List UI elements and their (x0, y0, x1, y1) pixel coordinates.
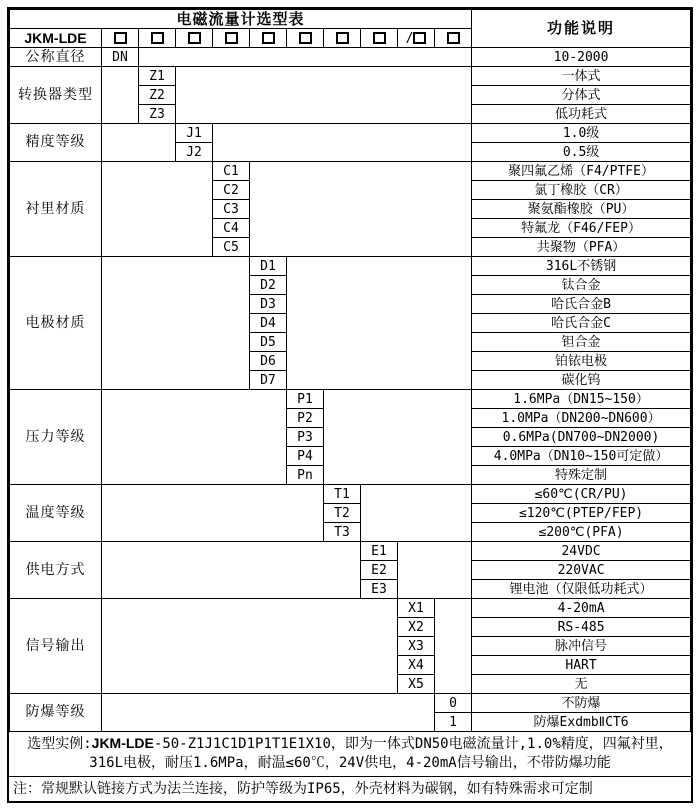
desc-cell-C1: 聚四氟乙烯（F4/PTFE） (472, 162, 691, 181)
code-cell-C2: C2 (213, 181, 250, 200)
code-cell-P1: P1 (287, 390, 324, 409)
checkbox-icon (262, 32, 275, 44)
checkbox-icon (373, 32, 386, 44)
spacer-cell (398, 542, 472, 599)
category-diameter: 公称直径 (10, 48, 102, 67)
category-accuracy-class: 精度等级 (10, 124, 102, 162)
desc-cell-T3: ≤200℃(PFA) (472, 523, 691, 542)
code-cell-D6: D6 (250, 352, 287, 371)
desc-cell-X4: HART (472, 656, 691, 675)
category-explosion-proof: 防爆等级 (10, 694, 102, 732)
spacer-cell (102, 162, 213, 257)
desc-cell-E3: 锂电池（仅限低功耗式） (472, 580, 691, 599)
desc-cell-T2: ≤120℃(PTEP/FEP) (472, 504, 691, 523)
code-cell-1: 1 (435, 713, 472, 732)
selection-example (9, 732, 691, 776)
desc-cell-T1: ≤60℃(CR/PU) (472, 485, 691, 504)
code-cell-X2: X2 (398, 618, 435, 637)
code-cell-D1: D1 (250, 257, 287, 276)
footnote: 注：常规默认链接方式为法兰连接，防护等级为IP65，外壳材料为碳钢，如有特殊需求可定制 (9, 776, 691, 801)
spacer-cell (250, 162, 472, 257)
desc-cell-Z2: 分体式 (472, 86, 691, 105)
code-cell-C4: C4 (213, 219, 250, 238)
category-pressure-class: 压力等级 (10, 390, 102, 485)
category-temperature-class: 温度等级 (10, 485, 102, 542)
desc-cell-D7: 碳化钨 (472, 371, 691, 390)
category-electrode-material: 电极材质 (10, 257, 102, 390)
code-cell-D4: D4 (250, 314, 287, 333)
spacer-cell (102, 694, 435, 732)
spacer-cell (102, 599, 398, 694)
code-cell-C3: C3 (213, 200, 250, 219)
model-digit-cell-4 (213, 29, 250, 48)
desc-cell-E2: 220VAC (472, 561, 691, 580)
spacer-cell (102, 390, 287, 485)
spacer-cell (102, 542, 361, 599)
code-cell-Z1: Z1 (139, 67, 176, 86)
code-cell-P3: P3 (287, 428, 324, 447)
model-digit-cell-7 (324, 29, 361, 48)
spacer-cell (102, 67, 139, 124)
desc-cell-1: 防爆ExdmbⅡCT6 (472, 713, 691, 732)
model-digit-cell-6 (287, 29, 324, 48)
code-cell-J1: J1 (176, 124, 213, 143)
model-digit-cell-1 (102, 29, 139, 48)
spacer-cell (435, 599, 472, 694)
code-cell-T2: T2 (324, 504, 361, 523)
desc-cell-D3: 哈氏合金B (472, 295, 691, 314)
checkbox-icon (413, 32, 426, 44)
checkbox-icon (299, 32, 312, 44)
code-cell-P2: P2 (287, 409, 324, 428)
code-cell-X3: X3 (398, 637, 435, 656)
desc-cell-D6: 铂铱电极 (472, 352, 691, 371)
code-cell-E2: E2 (361, 561, 398, 580)
code-cell-C5: C5 (213, 238, 250, 257)
spacer-cell (102, 485, 324, 542)
code-cell-0: 0 (435, 694, 472, 713)
desc-cell-Pn: 特殊定制 (472, 466, 691, 485)
example-model-code: JKM-LDE (91, 735, 154, 751)
checkbox-icon (151, 32, 164, 44)
example-description: -50-Z1J1C1D1P1T1E1X10，即为一体式DN50电磁流量计,1.0%精度，四氟衬里，316L电极，耐压1.6MPa，耐温≤60℃，24V供电，4-20mA信号输出，不带防爆功能 (89, 736, 673, 771)
code-cell-D3: D3 (250, 295, 287, 314)
code-cell-T3: T3 (324, 523, 361, 542)
desc-cell-Z1: 一体式 (472, 67, 691, 86)
code-cell-D2: D2 (250, 276, 287, 295)
checkbox-icon (447, 32, 460, 44)
desc-cell-P4: 4.0MPa（DN10~150可定做） (472, 447, 691, 466)
code-cell-X1: X1 (398, 599, 435, 618)
code-cell-C1: C1 (213, 162, 250, 181)
code-cell-J2: J2 (176, 143, 213, 162)
code-cell-DN: DN (102, 48, 139, 67)
code-cell-X4: X4 (398, 656, 435, 675)
desc-cell-C4: 特氟龙（F46/FEP） (472, 219, 691, 238)
desc-cell-0: 不防爆 (472, 694, 691, 713)
category-converter-type: 转换器类型 (10, 67, 102, 124)
spacer-cell (287, 257, 472, 390)
digit-separator: / (405, 30, 414, 46)
code-cell-X5: X5 (398, 675, 435, 694)
desc-cell-E1: 24VDC (472, 542, 691, 561)
code-cell-E3: E3 (361, 580, 398, 599)
table-title: 电磁流量计选型表 (10, 10, 472, 29)
desc-cell-DN: 10-2000 (472, 48, 691, 67)
spacer-cell (324, 390, 472, 485)
desc-cell-X1: 4-20mA (472, 599, 691, 618)
desc-cell-P3: 0.6MPa(DN700~DN2000) (472, 428, 691, 447)
code-cell-P4: P4 (287, 447, 324, 466)
example-prefix: 选型实例: (27, 736, 92, 752)
desc-cell-D1: 316L不锈钢 (472, 257, 691, 276)
desc-cell-D5: 钽合金 (472, 333, 691, 352)
code-cell-Z2: Z2 (139, 86, 176, 105)
function-column-header: 功能说明 (472, 10, 691, 48)
spacer-cell (102, 124, 176, 162)
desc-cell-X3: 脉冲信号 (472, 637, 691, 656)
model-digit-cell-8 (361, 29, 398, 48)
checkbox-icon (188, 32, 201, 44)
desc-cell-P1: 1.6MPa（DN15~150） (472, 390, 691, 409)
code-cell-Pn: Pn (287, 466, 324, 485)
spacer-cell (213, 124, 472, 162)
selection-table (9, 9, 691, 732)
spacer-cell (102, 257, 250, 390)
spacer-cell (361, 485, 472, 542)
desc-cell-J1: 1.0级 (472, 124, 691, 143)
desc-cell-Z3: 低功耗式 (472, 105, 691, 124)
checkbox-icon (225, 32, 238, 44)
desc-cell-P2: 1.0MPa（DN200~DN600） (472, 409, 691, 428)
model-digit-cell-3 (176, 29, 213, 48)
model-prefix-cell: JKM-LDE (10, 29, 102, 48)
desc-cell-X5: 无 (472, 675, 691, 694)
checkbox-icon (336, 32, 349, 44)
spacer-cell (176, 67, 472, 124)
code-cell-E1: E1 (361, 542, 398, 561)
category-power-supply: 供电方式 (10, 542, 102, 599)
code-cell-Z3: Z3 (139, 105, 176, 124)
selection-table-sheet (7, 7, 693, 803)
model-digit-cell-2 (139, 29, 176, 48)
code-cell-D5: D5 (250, 333, 287, 352)
code-cell-T1: T1 (324, 485, 361, 504)
model-digit-cell-9 (398, 29, 435, 48)
model-digit-cell-5 (250, 29, 287, 48)
category-lining-material: 衬里材质 (10, 162, 102, 257)
desc-cell-J2: 0.5级 (472, 143, 691, 162)
desc-cell-D4: 哈氏合金C (472, 314, 691, 333)
checkbox-icon (114, 32, 127, 44)
desc-cell-C2: 氯丁橡胶（CR） (472, 181, 691, 200)
code-cell-D7: D7 (250, 371, 287, 390)
desc-cell-X2: RS-485 (472, 618, 691, 637)
spacer-cell (139, 48, 472, 67)
category-signal-output: 信号输出 (10, 599, 102, 694)
desc-cell-D2: 钛合金 (472, 276, 691, 295)
desc-cell-C5: 共聚物（PFA） (472, 238, 691, 257)
model-digit-cell-10 (435, 29, 472, 48)
desc-cell-C3: 聚氨酯橡胶（PU） (472, 200, 691, 219)
